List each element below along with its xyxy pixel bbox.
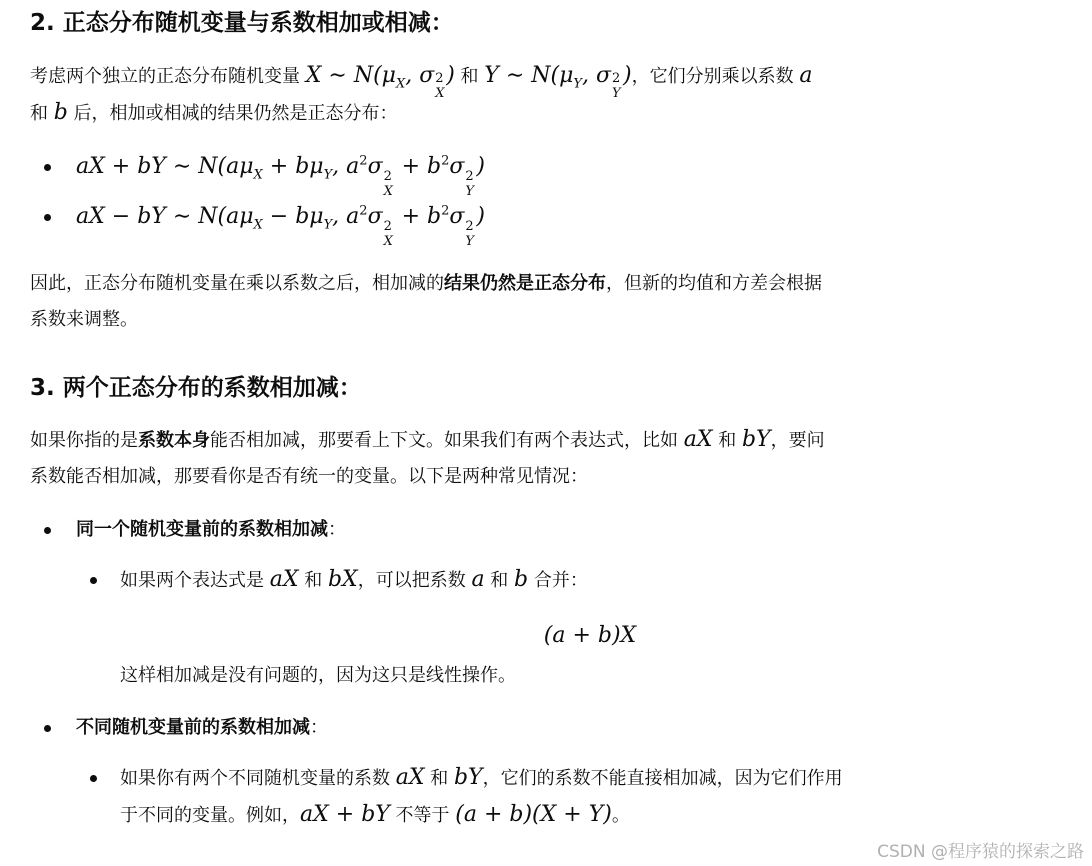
math-a: a — [799, 63, 813, 88]
math-x-dist: X ∼ $N(\mu_X$, σ 2 X ) — [305, 63, 455, 101]
combined-formula: (a + b)X — [543, 623, 637, 648]
case-different-variables: 不同随机变量前的系数相加减： — [30, 710, 328, 746]
case-same-variable: 同一个随机变量前的系数相加减： — [30, 512, 346, 548]
section-2-intro: 考虑两个独立的正态分布随机变量 X ∼ $N(\mu_X$, σ 2 X ) 和 Y ∼ $N(\mu_Y$, σ 2 Y )，它们分别乘以系数 a 和 b 后，相加或相减的结果仍然是正态分布： — [30, 63, 813, 125]
formula-sum: aX + bY ∼ $N(a\mu_X + b\mu_Y$, $a^2\sigma$ 2 X + $b^2\sigma$ 2 Y ) — [30, 142, 485, 193]
case-different-variables-detail: 如果你有两个不同随机变量的系数 aX 和 bY，它们的系数不能直接相加减，因为它们作用 于不同的变量。例如，aX + bY 不等于 (a + b)(X + Y)。 — [30, 760, 1070, 834]
csdn-watermark: CSDN @程序猿的探索之路 — [877, 842, 1084, 862]
formula-difference: aX − bY ∼ $N(a\mu_X - b\mu_Y$, $a^2\sigma$ 2 X + $b^2\sigma$ 2 Y ) — [30, 192, 485, 243]
math-b: b — [53, 100, 68, 125]
section-3-intro: 如果你指的是系数本身能否相加减，那要看上下文。如果我们有两个表达式，比如 aX 和 bY，要问 系数能否相加减，那要看你是否有统一的变量。以下是两种常见情况： — [30, 427, 825, 487]
math-y-dist: Y ∼ $N(\mu_Y$, σ 2 Y ) — [484, 63, 632, 101]
case-same-variable-note: 这样相加减是没有问题的，因为这只是线性操作。 — [120, 665, 516, 686]
section-2-conclusion: 因此，正态分布随机变量在乘以系数之后，相加减的结果仍然是正态分布，但新的均值和方差会根据 系数来调整。 — [30, 273, 822, 330]
section-2-heading: 2. 正态分布随机变量与系数相加或相减： — [30, 10, 454, 36]
case-same-variable-detail: 如果两个表达式是 aX 和 bX，可以把系数 a 和 b 合并： — [30, 562, 588, 599]
section-3-heading: 3. 两个正态分布的系数相加减： — [30, 375, 362, 401]
